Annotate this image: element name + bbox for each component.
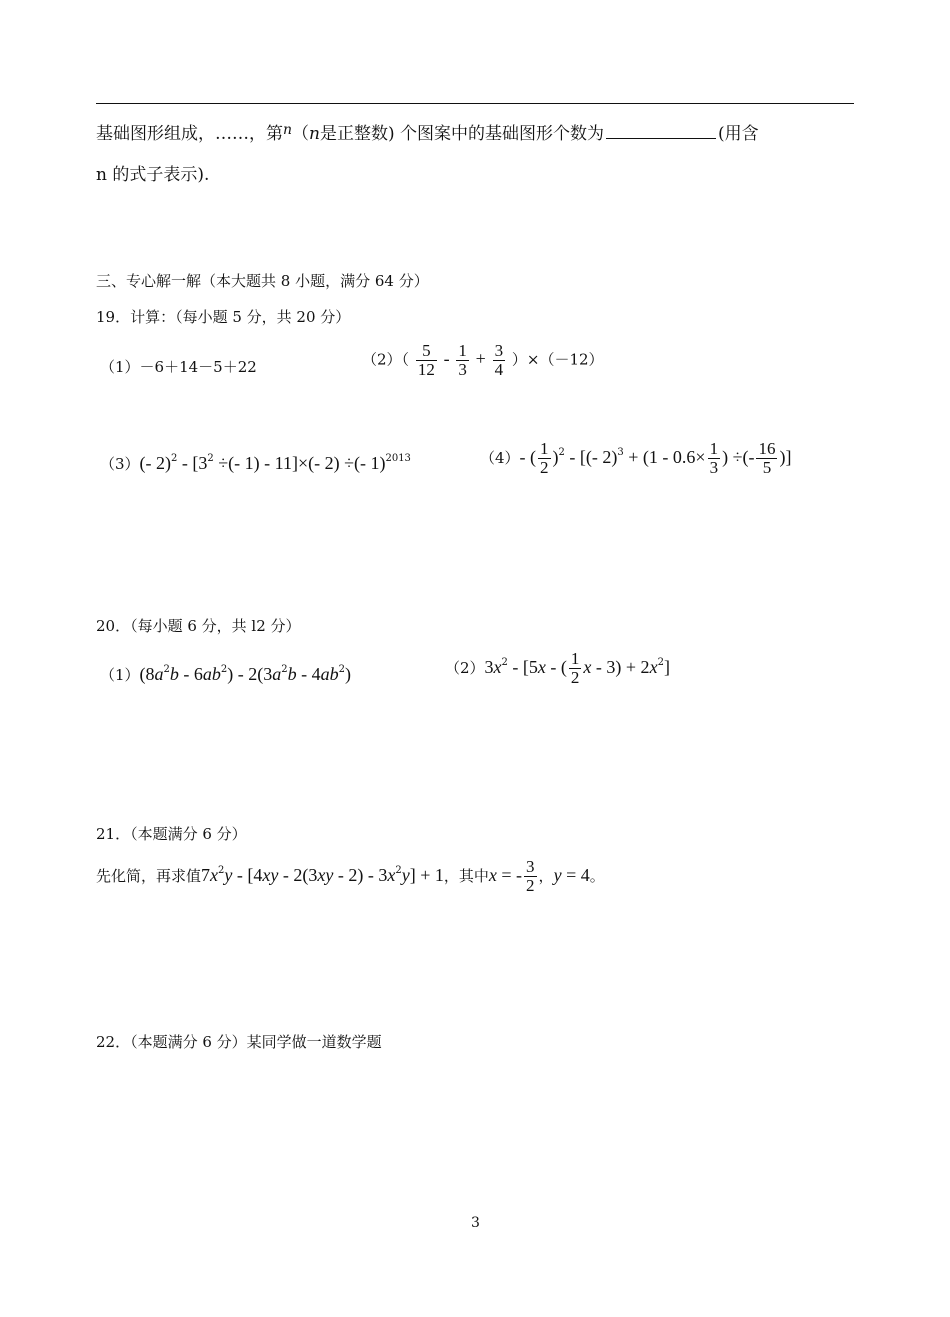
var: ab	[320, 664, 339, 684]
var: x	[387, 864, 396, 885]
q21-mid: ，其中	[443, 866, 489, 885]
q22-title: 22．（本题满分 6 分）某同学做一道数学题	[96, 1033, 382, 1051]
var: x	[537, 656, 546, 677]
q19-title: 19．计算：（每小题 5 分，共 20 分）	[96, 308, 351, 326]
expr-seg: - 3) + 2	[591, 656, 650, 677]
expr-seg: (8	[139, 664, 155, 684]
var: a	[154, 664, 164, 684]
var: x	[210, 864, 219, 885]
q19-part3-label: （3）	[100, 455, 140, 473]
q19-part4	[480, 440, 791, 477]
exponent: 2	[207, 453, 214, 464]
q18-text-after: (用含	[718, 124, 759, 144]
q18-open-paren: （	[292, 124, 310, 144]
exponent: 2	[220, 664, 228, 675]
var: ab	[202, 664, 221, 684]
q21-x-fraction	[524, 858, 537, 895]
q18-line2: n 的式子表示).	[96, 165, 210, 185]
exponent: 2	[657, 656, 664, 668]
var: b	[169, 664, 179, 684]
q18-answer-blank[interactable]	[606, 122, 716, 139]
expr-seg: + (1 - 0.6×	[623, 446, 706, 467]
expr-seg: 7	[201, 864, 211, 885]
expr-seg: ]	[663, 656, 670, 677]
q20-title: 20．（每小题 6 分，共 l2 分）	[96, 617, 301, 635]
q18-n-italic: n	[309, 124, 320, 144]
var: xy	[317, 864, 334, 885]
q18-line1	[96, 119, 759, 144]
q19-p2-fraction-2	[456, 342, 469, 379]
expr-seg: )	[552, 446, 559, 467]
q21-title: 21．（本题满分 6 分）	[96, 825, 247, 843]
page-number: 3	[471, 1215, 480, 1231]
var: y	[401, 864, 410, 885]
q18-text-middle: 是正整数) 个图案中的基础图形个数为	[319, 124, 605, 144]
expr-seg: - [(- 2)	[564, 446, 618, 467]
exponent: 2	[338, 664, 346, 675]
q20-part1-label: （1）	[100, 666, 140, 684]
q20-part1	[100, 664, 351, 685]
denominator: 12	[417, 359, 435, 379]
var: x	[583, 656, 592, 677]
q19-part1: （1）－6＋14－5＋22	[100, 358, 257, 376]
exponent: 2013	[385, 453, 411, 464]
var: xy	[262, 864, 279, 885]
denominator: 3	[709, 457, 719, 477]
q19-part3	[100, 453, 411, 474]
q19-p4-fraction-1	[538, 440, 551, 477]
numerator: 3	[526, 857, 535, 876]
operator-plus: +	[475, 348, 486, 369]
expr-seg: ] + 1	[409, 864, 444, 885]
expr-seg: - 4	[296, 664, 321, 684]
expr-seg: - 2) - 3	[333, 864, 388, 885]
expr-seg: - 2(3	[278, 864, 318, 885]
numerator: 1	[709, 439, 719, 458]
denominator: 5	[762, 457, 772, 477]
expr-seg: = 4	[561, 864, 590, 885]
q19-p2-fraction-3	[493, 342, 506, 379]
expr-seg: 3	[484, 656, 494, 677]
expr-seg: ) ÷(-	[722, 446, 755, 467]
var: x	[488, 864, 497, 885]
numerator: 5	[416, 342, 437, 361]
exponent: 2	[501, 656, 508, 668]
q20-p2-fraction	[569, 650, 582, 687]
expr-seg: )]	[779, 446, 792, 467]
q18-n-symbol: n	[283, 122, 293, 138]
q19-part2	[362, 342, 604, 379]
denominator: 4	[494, 359, 504, 379]
q19-part2-label: （2）（	[362, 350, 410, 369]
q21-end: 。	[589, 866, 605, 885]
expr-seg: ÷(- 1) - 11]×(- 2) ÷(- 1)	[213, 453, 386, 473]
q21-body	[96, 858, 605, 895]
var: x	[493, 656, 502, 677]
exponent: 2	[281, 664, 288, 675]
expr-seg: - (	[545, 656, 567, 677]
var: y	[553, 864, 562, 885]
q18-text-before: 基础图形组成，……，第	[96, 124, 283, 144]
var: a	[272, 664, 282, 684]
q20-part2-label: （2）	[445, 658, 485, 677]
numerator: 1	[540, 439, 549, 458]
exponent: 2	[558, 446, 565, 458]
expr-seg: - [3	[177, 453, 208, 473]
header-rule	[96, 103, 854, 104]
exponent: 2	[218, 864, 225, 876]
numerator: 16	[758, 439, 776, 458]
expr-seg: - [4	[232, 864, 263, 885]
expr-seg: ) - 2(3	[227, 664, 273, 684]
exponent: 2	[163, 664, 170, 675]
exponent: 3	[617, 446, 624, 458]
expr-seg: = -	[496, 864, 523, 885]
q19-part4-label: （4）	[480, 448, 520, 467]
denominator: 3	[458, 359, 467, 379]
operator-minus: -	[443, 348, 450, 369]
expr-seg: - [5	[507, 656, 538, 677]
numerator: 1	[458, 341, 467, 360]
denominator: 2	[570, 667, 580, 687]
expr-seg: - (	[519, 446, 537, 467]
exponent: 2	[171, 453, 178, 464]
q21-comma: ，	[538, 866, 554, 885]
exponent: 2	[395, 864, 402, 876]
q21-lead: 先化简，再求值	[96, 866, 202, 885]
q19-p4-fraction-2	[708, 440, 721, 477]
var: x	[649, 656, 658, 677]
expr-seg: )	[345, 664, 352, 684]
q20-part2	[445, 650, 670, 687]
q19-p4-fraction-3	[756, 440, 777, 477]
q19-part2-tail: ）×（－12）	[511, 350, 604, 369]
var: b	[287, 664, 297, 684]
section-title: 三、专心解一解（本大题共 8 小题，满分 64 分）	[96, 272, 429, 290]
numerator: 3	[494, 341, 504, 360]
var: y	[224, 864, 233, 885]
expr-seg: (- 2)	[139, 453, 172, 473]
numerator: 1	[570, 649, 580, 668]
denominator: 2	[526, 875, 535, 895]
expr-seg: - 6	[178, 664, 203, 684]
denominator: 2	[540, 457, 549, 477]
q19-p2-fraction-1	[416, 342, 437, 379]
